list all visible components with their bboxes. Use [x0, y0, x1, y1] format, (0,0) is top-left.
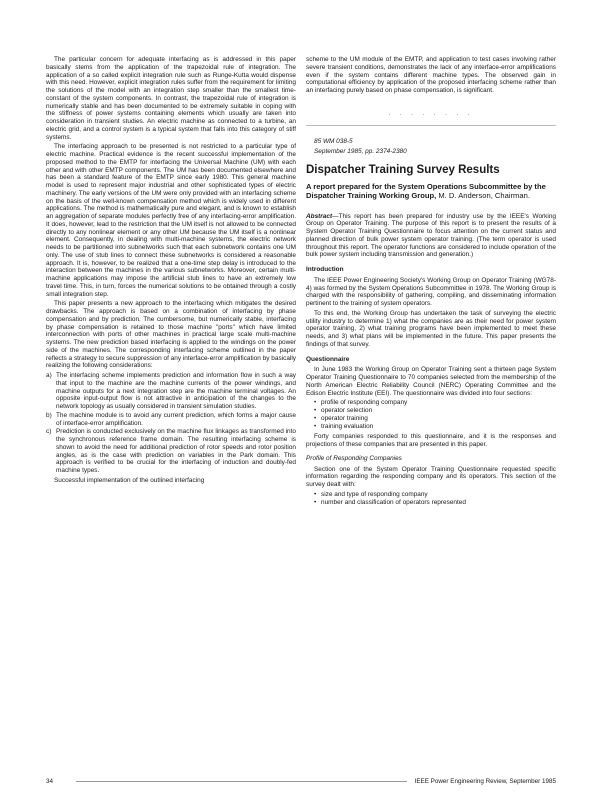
body-paragraph: Successful implementation of the outlined interfacing: [54, 476, 205, 484]
body-paragraph: Section one of the System Operator Training Questionnaire requested specific information regarding the responding company and its operators. This section of the survey dealt with:: [306, 465, 556, 489]
spacer: [306, 97, 556, 111]
abstract-label: Abstract: [306, 212, 333, 220]
article-subtitle: [306, 182, 556, 200]
list-marker: b): [46, 411, 52, 419]
subtitle-text: A report prepared for the System Operations Subcommittee by the Dispatcher Training Working Group,: [306, 182, 546, 201]
list-item: • profile of responding company: [314, 399, 556, 407]
body-paragraph: In June 1983 the Working Group on Operator Training sent a thirteen page System Operator Training Questionnaire to 70 companies selected from the membership of the North American Electric Reliability Council (NERC) Operating Committee and the Edison Electric Institute (EEI). The questionnaire was divided into four sections:: [306, 366, 556, 397]
abstract-text: —This report has been prepared for industry use by the IEEE's Working Group on Operator Training. The purpose of this report is to present the results of a System Operator Training Questionnaire to focus attention on the current status and planned direction of bulk power system operator training. (The term operator is used throughout this report. The operator functions are considered to include operation of the bulk power system including transmission and generation.): [306, 212, 556, 259]
section-heading-questionnaire: Questionnaire: [306, 355, 350, 363]
journal-name: IEEE Power Engineering Review, September 1985: [414, 778, 556, 785]
page-number: 34: [46, 778, 54, 785]
list-item: [46, 428, 296, 475]
list-marker: c): [46, 428, 52, 436]
list-item: [46, 412, 296, 428]
author-name: M. D. Anderson, Chairman.: [438, 191, 530, 201]
left-column: [46, 56, 296, 487]
paper-date: September 1985, pp. 2374-2380: [314, 147, 407, 155]
questionnaire-sections-list: [306, 399, 556, 430]
body-paragraph: The particular concern for adequate interfacing as is addressed in this paper basically stems from the application of the trapezoidal rule of integration. The application of a so called explicit integration rule such as Runge-Kutta would dispense with this need. However, explicit integration rules suffer from the requirement for limiting the solutions of the model with an integration step smaller than the smallest time-constant of the system components. In contrast, the trapezoidal rule of integration is numerically stable and has been documented to be extremely suitable in coping with the stiffness of power systems containing elements which usually are taken into consideration in transient studies. An electric machine as connected to a turbine, an electric grid, and a control system is a typical system that falls into this category of stiff systems.: [46, 56, 296, 141]
list-item: • operator training: [314, 415, 556, 423]
footer-rule: [76, 781, 407, 782]
body-paragraph: scheme to the UM module of the EMTP, and application to test cases involving rather severe transient conditions, demonstrates the lack of any interface-error amplifications even if the system contains different machine types. The observed gain in computational efficiency by application of the proposed interfacing scheme rather than an interfacing purely based on phase compensation, is significant.: [306, 56, 556, 94]
list-marker: a): [46, 372, 52, 379]
list-item-text: The interfacing scheme implements prediction and information flow in such a way that input to the machine are the machine currents of the power windings, and machine outputs for a next integration step are the machine terminal voltages. An opposite input-output flow is not attractive in anticipation of the changes to the network topology as usually considered in transient simulation studies.: [56, 372, 296, 410]
list-item: • training evaluation: [314, 423, 556, 431]
considerations-list: [46, 372, 296, 475]
article-title: Dispatcher Training Survey Results: [306, 164, 500, 177]
page-footer: [46, 778, 556, 785]
body-paragraph: The interfacing approach to be presented is not restricted to a particular type of electric machine. Practical evidence is the recent successful implementation of the proposed method to the EMTP for interfacing the Universal Machine (UM) with each other and with other EMTP components. The UM has been documented elsewhere and has been a standard feature of the EMTP since early 1980. This general machine model is used to represent major industrial and other sophisticated types of electric machinery. The early versions of the UM were only provided with an interfacing scheme on the basis of the well-known compensation method which is widely used in different applications. The method is mathematically pure and elegant, and is known to establish an aggregation of separate modules perfectly free of any interfacing-error amplification. It does, however, lead to the restriction that the UM itself is not allowed to be connected directly to any nonlinear element or any other UM because the UM itself is a nonlinear element. Consequently, in dealing with multi-machine systems, the electric network needs to be partitioned into subnetworks such that each subnetwork contains one UM only. The use of stub lines to connect these subnetworks is considered a reasonable approach. It is, however, to be realized that a one-time step delay is introduced to the interaction between the machines in the various subnetworks. Moreover, certain multi-machine applications may impose the artificial stub lines to have an extremely low travel time. This, in turn, forces the numerical solutions to be obtained through a costly small integration step.: [46, 143, 296, 298]
profile-items-list: [306, 491, 556, 507]
subsection-heading-profile: Profile of Responding Companies: [306, 454, 402, 462]
list-item: • size and type of responding company: [314, 491, 556, 499]
body-paragraph: The IEEE Power Engineering Society's Working Group on Operator Training (WG78-4) was formed by the System Operations Subcommittee in 1978. The Working Group is charged with the responsibility of gathering, compiling, and disseminating information pertinent to the training of system operators.: [306, 276, 556, 308]
section-divider: . . . . . . . .: [388, 110, 474, 117]
list-item: • number and classification of operators represented: [314, 499, 556, 507]
body-paragraph: Forty companies responded to this questionnaire, and it is the responses and projections of these companies that are presented in this paper.: [306, 433, 556, 449]
list-item-text: Prediction is conducted exclusively on the machine flux linkages as transformed into the synchronous reference frame domain. The resulting interfacing scheme is shown to avoid the need for additional prediction of rotor speeds and rotor position angles, as is the case with prediction on variables in the Park domain. This approach is verified to be crucial for the interfacing of induction and doubly-fed machine types.: [56, 428, 296, 474]
abstract: [306, 213, 556, 260]
list-item-text: The machine module is to avoid any current prediction, which forms a major cause of interface-error amplification.: [56, 411, 296, 427]
list-item: • operator selection: [314, 407, 556, 415]
right-column: [306, 56, 556, 509]
section-heading-introduction: Introduction: [306, 266, 344, 274]
body-paragraph: To this end, the Working Group has undertaken the task of surveying the electric utility industry to determine 1) what the companies are as their need for power system operator training, 2) what training programs have been implemented to meet these needs, and 3) what plans will be implemented in the future. This paper presents the findings of that survey.: [306, 309, 556, 348]
separator-rule: [306, 125, 556, 126]
paper-id: 85 WM 038-5: [314, 137, 353, 145]
list-item: [46, 372, 296, 411]
body-paragraph: This paper presents a new approach to the interfacing which mitigates the desired drawbacks. The approach is based on a combination of interfacing by phase compensation and by prediction. The cumbersome, but numerically stable, interfacing by phase compensation is retained to those machine "ports" which have limited interconnection with ports of other machines in practical large scale multi-machine systems. The new prediction based interfacing is applied to the windings on the power side of the machines. The corresponding interfacing scheme outlined in the paper reflects a strategy to secure suppression of any interface-error amplification by basically realizing the following considerations:: [46, 300, 296, 370]
